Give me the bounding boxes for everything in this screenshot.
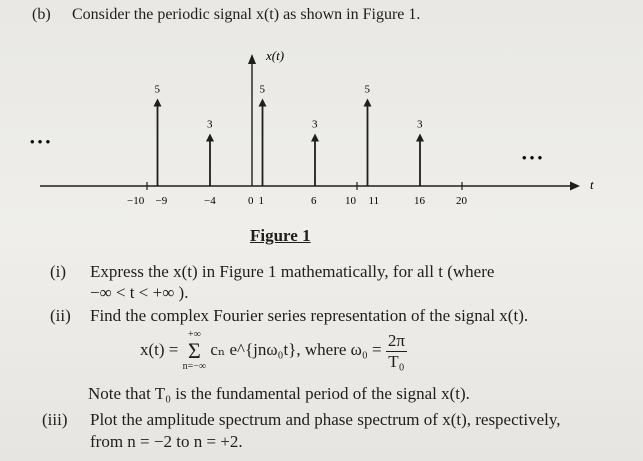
impulse-arrowhead bbox=[416, 134, 424, 142]
impulse-arrowhead bbox=[154, 99, 162, 107]
impulse-arrowhead bbox=[206, 134, 214, 142]
intro-text: Consider the periodic signal x(t) as shown in Figure 1. bbox=[72, 6, 421, 23]
fraction-numerator: 2π bbox=[387, 330, 405, 350]
x-axis-label: x(t) bbox=[266, 48, 285, 63]
question-ii-number: (ii) bbox=[50, 306, 71, 325]
figure-caption: Figure 1 bbox=[250, 226, 311, 245]
tick-label: 1 bbox=[258, 195, 264, 207]
tick-label: −9 bbox=[155, 195, 168, 207]
left-continuation: • • • bbox=[30, 134, 51, 149]
impulse-arrowhead bbox=[311, 134, 319, 142]
impulse-arrowhead bbox=[364, 99, 372, 107]
impulse-value-label: 5 bbox=[259, 83, 265, 96]
x-axis-arrow-icon bbox=[248, 54, 256, 64]
impulse-value-label: 5 bbox=[364, 83, 370, 96]
fraction-denominator: T₀ bbox=[388, 351, 405, 371]
impulse-value-label: 3 bbox=[312, 118, 318, 131]
t-axis-arrow-icon bbox=[570, 182, 580, 191]
formula-lhs: x(t) = bbox=[140, 339, 183, 359]
question-iii-line1 bbox=[42, 410, 561, 430]
figure-1-plot bbox=[0, 30, 643, 226]
part-label: (b) bbox=[32, 6, 51, 23]
period-note: Note that T₀ is the fundamental period of the signal x(t). bbox=[88, 384, 470, 403]
question-i-text: Express the x(t) in Figure 1 mathematically, for all t (where bbox=[90, 262, 495, 281]
impulse-arrowhead bbox=[259, 99, 267, 107]
tick-label: 10 bbox=[345, 195, 356, 207]
question-i-line2: −∞ < t < +∞ ). bbox=[90, 283, 189, 302]
tick-label: 0 bbox=[248, 195, 254, 207]
impulse-value-label: 5 bbox=[154, 83, 160, 96]
question-ii-line1 bbox=[50, 306, 528, 326]
t-axis-label: t bbox=[590, 177, 594, 192]
question-ii-text: Find the complex Fourier series representation of the signal x(t). bbox=[90, 306, 529, 325]
tick-label: 20 bbox=[456, 195, 467, 207]
question-iii-text: Plot the amplitude spectrum and phase spectrum of x(t), respectively, bbox=[90, 410, 561, 429]
question-iii-line2: from n = −2 to n = +2. bbox=[90, 432, 243, 451]
tick-label: 16 bbox=[414, 195, 425, 207]
right-continuation: • • • bbox=[522, 150, 543, 165]
tick-label: −10 bbox=[127, 195, 145, 207]
fourier-formula bbox=[140, 330, 407, 372]
intro-line bbox=[32, 6, 420, 24]
tick-label: 6 bbox=[311, 195, 317, 207]
impulse-value-label: 3 bbox=[207, 118, 213, 131]
sigma-symbol: Σ bbox=[187, 338, 201, 363]
summation bbox=[183, 330, 206, 372]
sum-upper-limit: +∞ bbox=[187, 329, 201, 340]
question-i-number: (i) bbox=[50, 262, 67, 281]
question-iii-number: (iii) bbox=[42, 410, 68, 429]
formula-term: cₙ e^{jnω₀t}, where ω₀ = bbox=[210, 339, 386, 359]
tick-label: −4 bbox=[204, 195, 216, 207]
question-i-line1 bbox=[50, 262, 494, 282]
impulse-value-label: 3 bbox=[417, 118, 423, 131]
sum-lower-limit: n=−∞ bbox=[182, 361, 207, 372]
tick-label: 11 bbox=[368, 195, 380, 207]
omega-fraction bbox=[386, 331, 407, 372]
